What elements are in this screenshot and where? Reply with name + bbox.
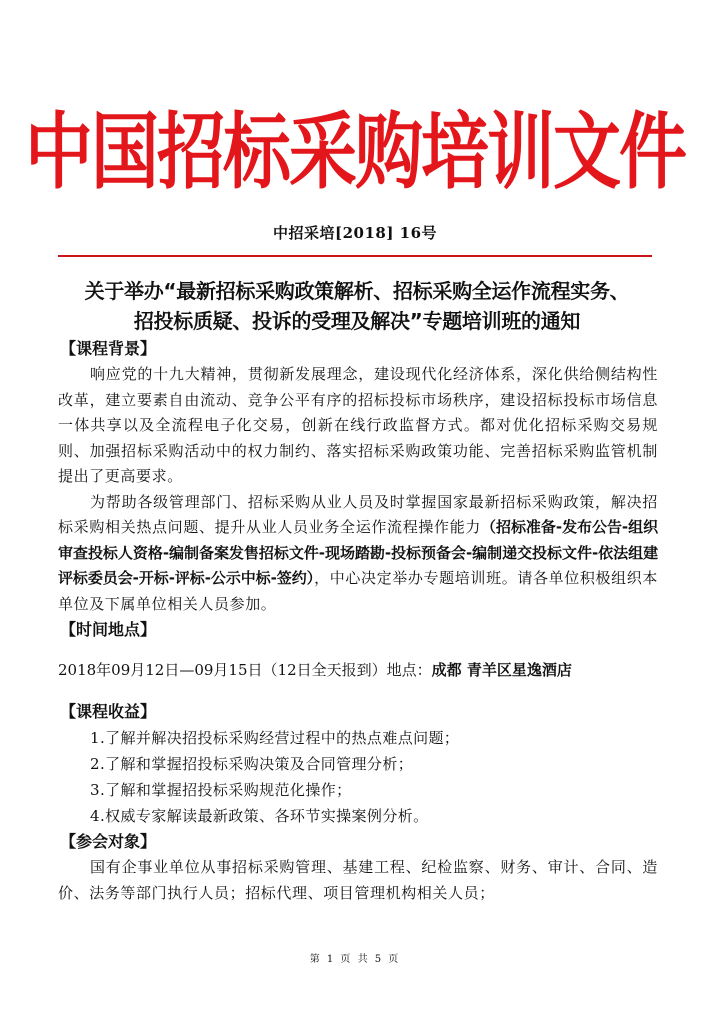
section-heading-audience: 【参会对象】 bbox=[60, 832, 157, 851]
benefit-item: 3.了解和掌握招投标采购规范化操作； bbox=[90, 781, 352, 799]
paragraph-2-start: 为帮助各级管理部门、招标采购从业人员及时掌握国家最新招标采购政策，解决招标采购相关热点问题、提升从业人员业务全运作流程操作能力 bbox=[58, 492, 658, 536]
time-place-line bbox=[58, 657, 658, 683]
notice-title-line-1: 关于举办“最新招标采购政策解析、招标采购全运作流程实务、 bbox=[84, 279, 630, 303]
background-paragraph-2 bbox=[58, 490, 658, 618]
document-number: 中招采培[2018] 16号 bbox=[272, 224, 438, 242]
banner-title: 中国招标采购培训文件 bbox=[24, 104, 685, 202]
event-dates: 2018年09月12日—09月15日（12日全天报到）地点： bbox=[58, 661, 432, 679]
paragraph-2-end: ，中心决定举办专题培训班。请各单位积极组织本单位及下属单位相关人员参加。 bbox=[58, 569, 659, 613]
section-heading-background: 【课程背景】 bbox=[60, 339, 157, 358]
audience-paragraph: 国有企事业单位从事招标采购管理、基建工程、纪检监察、财务、审计、合同、造价、法务等部门执行人员；招标代理、项目管理机构相关人员； bbox=[58, 858, 658, 902]
background-paragraph-1: 响应党的十九大精神，贯彻新发展理念，建设现代化经济体系，深化供给侧结构性改革，建立要素自由流动、竞争公平有序的招标投标市场秩序，建设招标投标市场信息一体共享以及全流程电子化交易，创新在线行政监督方式。都对优化招标采购交易规则、加强招标采购活动中的权力制约、落实招标采购政策功能、完善招标采购监管机制提出了更高要求。 bbox=[58, 365, 658, 485]
page-footer: 第 1 页 共 5 页 bbox=[309, 954, 401, 965]
section-heading-benefits: 【课程收益】 bbox=[60, 702, 157, 721]
notice-title-line-2: 招投标质疑、投诉的受理及解决”专题培训班的通知 bbox=[133, 309, 581, 333]
event-location: 成都 青羊区星逸酒店 bbox=[431, 661, 572, 679]
benefit-item: 2.了解和掌握招投标采购决策及合同管理分析； bbox=[90, 755, 414, 773]
section-heading-time-place: 【时间地点】 bbox=[60, 620, 157, 639]
procurement-process-steps: （招标准备-发布公告-组织审查投标人资格-编制备案发售招标文件-现场踏勘-投标预备会-编制递交投标文件-依法组建评标委员会-开标-评标-公示中标-签约） bbox=[58, 518, 658, 587]
benefit-item: 1.了解并解决招投标采购经营过程中的热点难点问题； bbox=[90, 729, 460, 747]
notice-body bbox=[58, 336, 658, 906]
benefit-item: 4.权威专家解读最新政策、各环节实操案例分析。 bbox=[90, 807, 429, 825]
notice-title bbox=[52, 276, 662, 336]
header-divider bbox=[58, 255, 652, 257]
